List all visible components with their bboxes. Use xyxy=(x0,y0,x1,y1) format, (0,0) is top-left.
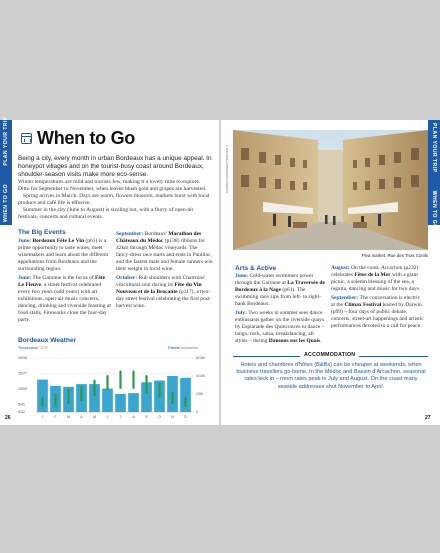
event-text: with a giant picnic, a solemn blessing of the sea, a regatta, dancing and music for two days. xyxy=(331,272,421,292)
y-right-tick-label: 4/100 xyxy=(196,374,205,379)
temperature-range-bar xyxy=(41,397,43,408)
event-name: Bordeaux Fête Le Vin xyxy=(32,238,84,244)
event-text: , a street festival celebrated every two years (odd years) with art exhibitions, open-air music concerts, dancing, drinking and riverside feasting at food stalls. Fireworks close the four-day party. xyxy=(18,282,111,323)
rain-legend-label: Rainfall xyxy=(168,346,180,350)
event-entry xyxy=(18,238,112,273)
event-name: Fête du Vin Nouveau et de la Brocante xyxy=(116,282,202,295)
arts-col1 xyxy=(235,273,327,347)
side-tab-left-label xyxy=(3,116,9,222)
event-entry xyxy=(116,275,213,310)
arts-heading: Arts & Active xyxy=(235,265,277,272)
side-tab-left-main: PLAN YOUR TRIP xyxy=(3,116,9,166)
x-tick-label: M xyxy=(67,415,70,419)
temperature-range-bar xyxy=(145,375,147,394)
y-right-tick-label: 2/50 xyxy=(196,392,203,397)
x-tick-label: J xyxy=(119,415,122,419)
event-name: Fête Le Fleuve xyxy=(18,275,106,288)
x-tick-label: D xyxy=(184,415,187,419)
event-text: hosted by Darwin (p99) – four days of public debate, concerts, street-art happenings and artistic performances devoted to a call for peace. xyxy=(331,302,424,329)
intro-text: Being a city, every month in urban Bordeaux has a unique appeal. In honeypot villages and on the tourist-busy coast around Bordeaux, shoulder-season visits make more eco-sense. xyxy=(18,155,212,178)
accommodation-text: Hotels and chambres d'hôtes (B&Bs) can be cheaper at weekends, when business travellers go home. In the Médoc and Bassin d'Arcachon, seasonal rates kick in – room rates peak in July and August. On the coast many seaside addresses shut November to April. xyxy=(236,362,426,390)
side-tab-left-sub: WHEN TO GO xyxy=(3,184,9,222)
event-name: Climax Festival xyxy=(344,302,382,308)
event-text: Cold-water swimmers power through the Garonne at xyxy=(235,273,314,286)
y-left-tick-label: 15/59 xyxy=(18,387,27,392)
x-tick-label: O xyxy=(158,415,161,419)
event-entry xyxy=(331,295,425,330)
event-text: The conversation is electric at the xyxy=(331,295,421,308)
photo-caption: Flea market, Rue des Trois Conils xyxy=(361,253,428,258)
event-entry xyxy=(235,273,327,308)
x-tick-label: M xyxy=(93,415,96,419)
event-text: Bordeaux' xyxy=(144,231,167,237)
temperature-range-bar xyxy=(67,389,69,404)
event-name: La Traversée de Bordeaux à la Nage xyxy=(235,280,325,293)
y-left-tick-label: 5/41 xyxy=(18,402,25,407)
arts-col2 xyxy=(331,265,425,332)
y-right-tick-label: 0 xyxy=(196,410,198,415)
event-name: Dansons sur les Quais xyxy=(268,338,321,344)
event-month: June: xyxy=(18,238,32,244)
event-text: The Garonne is the focus of xyxy=(32,275,94,281)
big-events-col1 xyxy=(18,238,112,326)
y-right-tick-label: 6/150 xyxy=(196,356,205,361)
weather-heading: Bordeaux Weather xyxy=(18,337,77,344)
page-number-left: 26 xyxy=(5,415,11,421)
side-tab-right xyxy=(428,120,440,229)
temperature-range-bar xyxy=(119,370,121,389)
temperature-range-bar xyxy=(54,393,56,407)
event-entry xyxy=(18,275,112,324)
y-left-tick-label: 25/77 xyxy=(18,371,27,376)
x-tick-label: J xyxy=(106,415,109,419)
event-entry xyxy=(235,310,327,345)
y-left-tick-label: 0/32 xyxy=(18,410,25,415)
event-name: Marathon des Châteaux du Médoc xyxy=(116,231,202,244)
big-events-heading: The Big Events xyxy=(18,229,66,236)
event-month: August: xyxy=(331,265,350,271)
x-tick-label: A xyxy=(132,415,135,419)
event-entry xyxy=(331,265,425,293)
rain-legend-unit: inches/mm xyxy=(181,346,199,350)
event-month: July: xyxy=(235,310,247,316)
temperature-range-bar xyxy=(93,380,95,397)
event-text: (p117), a two-day street festival celebrating the first post-harvest wine. xyxy=(116,289,212,309)
temperature-range-bar xyxy=(106,375,108,390)
weather-chart xyxy=(16,350,216,420)
event-text: (p61) is a prime opportunity to taste wines, meet winemakers and learn about the different appellations from Bordeaux and the surrounding region. xyxy=(18,238,109,272)
rainfall-bar xyxy=(115,394,126,412)
event-month: June: xyxy=(235,273,249,279)
street-photo-illustration xyxy=(233,130,428,250)
event-month: September: xyxy=(331,295,359,301)
accommodation-heading: ACCOMMODATION xyxy=(300,352,359,358)
calendar-icon xyxy=(21,133,32,144)
paragraph: Summer in the city (June to August) is sizzling hot, with a flurry of open-air festivals, concerts and cultural events. xyxy=(18,207,194,221)
x-tick-label: J xyxy=(41,415,44,419)
event-month: October: xyxy=(116,275,138,281)
temperature-range-bar xyxy=(132,370,134,389)
paragraph: Winter temperatures are mild and tourists few, making it a lovely time to explore. Ditto for September to November, when leaves blush gold and grapes are harvested. xyxy=(18,179,207,193)
side-tab-right-label xyxy=(431,123,437,229)
event-month: September: xyxy=(116,231,144,237)
temperature-range-bar xyxy=(184,397,186,408)
event-month: June: xyxy=(18,275,32,281)
side-tab-right-main: PLAN YOUR TRIP xyxy=(431,123,437,173)
paragraph: Spring arrives in March. Days are warm, flowers blossom, markets burst with local produce and café life is effusive. xyxy=(18,193,210,207)
page-title: When to Go xyxy=(37,128,135,148)
event-text: . xyxy=(320,338,322,344)
event-text: Two weeks in summer sees dance enthusiasts gather on the riverside quays by Esplanade des Quinconces to dance – tango, rock, salsa, breakdancing, all styles – during xyxy=(235,310,325,344)
photo-credit xyxy=(226,133,230,193)
event-text: On the coast, Arcachon (p232) celebrates xyxy=(331,265,419,278)
temperature-range-bar xyxy=(80,386,82,401)
event-entry xyxy=(116,231,213,273)
x-tick-label: N xyxy=(171,415,174,419)
temp-legend-label: Temperature xyxy=(18,346,39,350)
page-number-right: 27 xyxy=(425,415,431,421)
photo-flea-market xyxy=(233,130,428,250)
temp-legend-unit: °C/°F xyxy=(39,346,48,350)
x-tick-label: A xyxy=(80,415,83,419)
event-text: (p61). The swimming race zips from left- to right-bank Bordeaux. xyxy=(235,287,321,307)
photo-credit-text: GUSTAVO FRAZAO/SHUTTERSTOCK © xyxy=(226,144,229,193)
rainfall-bar xyxy=(102,389,113,412)
x-tick-label: S xyxy=(145,415,148,419)
y-left-tick-label: 35/95 xyxy=(18,356,27,361)
side-tab-right-sub: WHEN TO GO xyxy=(431,190,437,229)
event-text: Rub shoulders with Chartrons' viticultural soul during its xyxy=(116,275,206,288)
event-name: Fêtes de la Mer xyxy=(354,272,391,278)
event-text: (p138) ribbons for 42km through Médoc vineyards. The fancy-dress race starts and ends in Pauillac, and the fastest male and female runners win their weight in local wine. xyxy=(116,238,213,272)
body-text xyxy=(18,179,213,222)
rainfall-bar xyxy=(128,393,139,412)
temperature-range-bar xyxy=(171,392,173,404)
big-events-col2 xyxy=(116,231,213,312)
temperature-range-bar xyxy=(158,383,160,398)
side-tab-left xyxy=(0,116,12,225)
x-tick-label: F xyxy=(54,415,57,419)
